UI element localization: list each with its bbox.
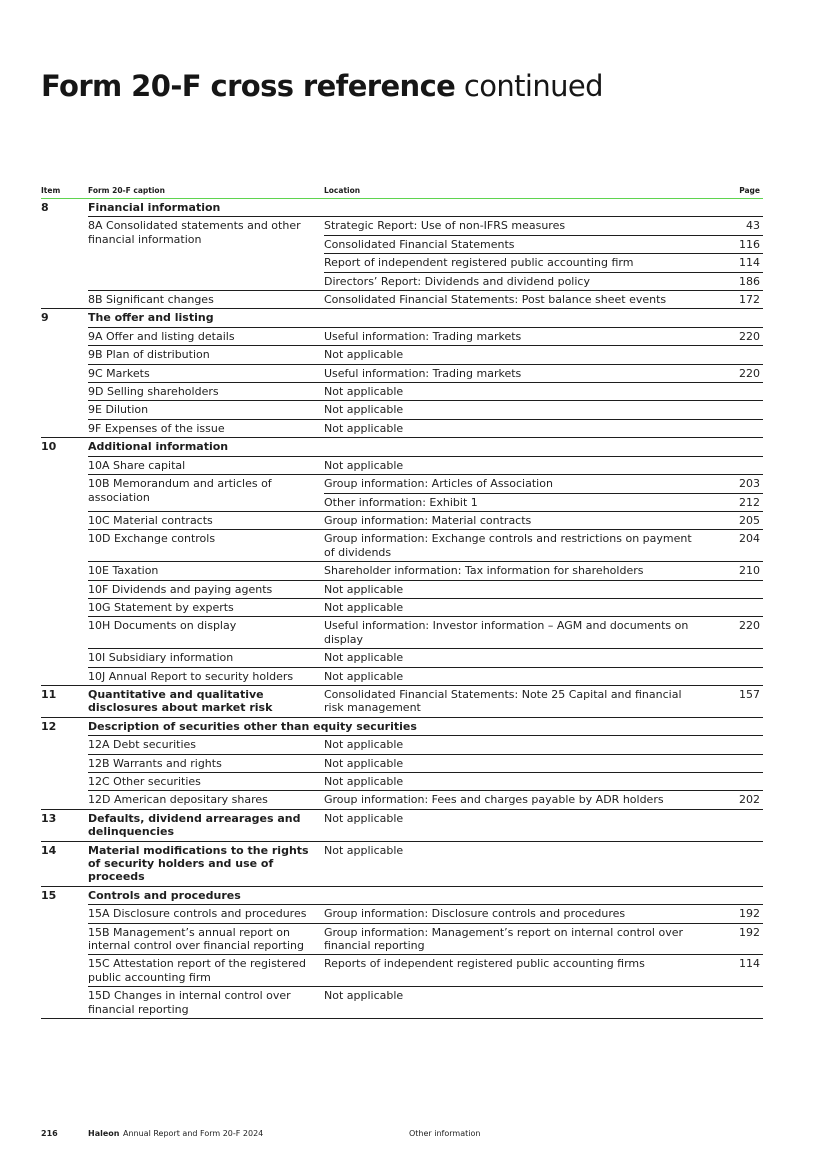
page-cell: 116 [696, 235, 763, 253]
page-cell [696, 667, 763, 685]
location-cell: Shareholder information: Tax information for shareholders [324, 562, 696, 580]
table-header [41, 186, 763, 199]
header-page: Page [696, 186, 763, 199]
location-cell-empty [324, 886, 696, 904]
page-cell: 220 [696, 327, 763, 345]
section-title: Quantitative and qualitative disclosures about market risk [88, 685, 324, 717]
section-item-number: 12 [41, 717, 88, 809]
location-cell: Not applicable [324, 841, 696, 886]
footer-brand: Haleon [88, 1129, 120, 1138]
page-cell: 186 [696, 272, 763, 290]
location-cell: Report of independent registered public accounting firm [324, 254, 696, 272]
section-title: The offer and listing [88, 309, 324, 327]
table-row [41, 791, 763, 809]
caption-cell: 10C Material contracts [88, 511, 324, 529]
page-cell: 203 [696, 475, 763, 493]
table-row [41, 667, 763, 685]
table-row [41, 217, 763, 235]
location-cell: Not applicable [324, 667, 696, 685]
caption-cell: 12C Other securities [88, 773, 324, 791]
table-row [41, 955, 763, 987]
location-cell: Not applicable [324, 736, 696, 754]
table-body [41, 199, 763, 1019]
location-cell: Not applicable [324, 346, 696, 364]
table-row [41, 923, 763, 955]
caption-cell: 12B Warrants and rights [88, 754, 324, 772]
table-row [41, 401, 763, 419]
page-cell [696, 456, 763, 474]
page-cell [696, 754, 763, 772]
page-cell [696, 987, 763, 1019]
page-title [41, 68, 603, 104]
location-cell: Not applicable [324, 598, 696, 616]
page-cell: 212 [696, 493, 763, 511]
section-item-number: 13 [41, 809, 88, 841]
page-cell [696, 841, 763, 886]
page-cell-empty [696, 199, 763, 217]
table-row [41, 346, 763, 364]
page-cell [696, 419, 763, 437]
section-row [41, 685, 763, 717]
caption-cell: 10E Taxation [88, 562, 324, 580]
page-title-continued: continued [463, 69, 603, 103]
page-cell [696, 580, 763, 598]
page-cell: 192 [696, 905, 763, 923]
caption-cell: 10J Annual Report to security holders [88, 667, 324, 685]
caption-cell: 15D Changes in internal control over financial reporting [88, 987, 324, 1019]
location-cell: Not applicable [324, 580, 696, 598]
caption-cell: 8B Significant changes [88, 291, 324, 309]
table-row [41, 754, 763, 772]
location-cell: Group information: Material contracts [324, 511, 696, 529]
location-cell: Useful information: Trading markets [324, 327, 696, 345]
caption-cell: 8A Consolidated statements and other financial information [88, 217, 324, 291]
section-item-number: 14 [41, 841, 88, 886]
section-item-number: 15 [41, 886, 88, 1018]
section-title: Additional information [88, 438, 324, 456]
section-row [41, 809, 763, 841]
location-cell: Other information: Exhibit 1 [324, 493, 696, 511]
location-cell: Group information: Management’s report on internal control over financial reporting [324, 923, 696, 955]
page-cell: 202 [696, 791, 763, 809]
page-cell [696, 346, 763, 364]
location-cell: Not applicable [324, 987, 696, 1019]
location-cell: Consolidated Financial Statements [324, 235, 696, 253]
section-row [41, 438, 763, 456]
caption-cell: 10F Dividends and paying agents [88, 580, 324, 598]
caption-cell: 9A Offer and listing details [88, 327, 324, 345]
page-cell [696, 401, 763, 419]
table-row [41, 530, 763, 562]
table-row [41, 383, 763, 401]
caption-cell: 15A Disclosure controls and procedures [88, 905, 324, 923]
page-cell: 114 [696, 955, 763, 987]
page-title-bold: Form 20-F cross reference [41, 69, 456, 103]
page-cell: 204 [696, 530, 763, 562]
page-cell: 43 [696, 217, 763, 235]
page-cell [696, 598, 763, 616]
caption-cell: 15C Attestation report of the registered public accounting firm [88, 955, 324, 987]
location-cell-empty [324, 438, 696, 456]
page-cell: 220 [696, 364, 763, 382]
footer-section: Other information [409, 1129, 481, 1138]
location-cell: Useful information: Trading markets [324, 364, 696, 382]
section-title: Description of securities other than equity securities [88, 717, 763, 735]
caption-cell: 10G Statement by experts [88, 598, 324, 616]
caption-cell: 15B Management’s annual report on internal control over financial reporting [88, 923, 324, 955]
location-cell: Not applicable [324, 773, 696, 791]
location-cell: Useful information: Investor information – AGM and documents on display [324, 617, 696, 649]
table-row [41, 511, 763, 529]
location-cell: Consolidated Financial Statements: Post balance sheet events [324, 291, 696, 309]
location-cell: Consolidated Financial Statements: Note 25 Capital and financial risk management [324, 685, 696, 717]
location-cell-empty [324, 309, 696, 327]
section-row [41, 309, 763, 327]
header-caption: Form 20-F caption [88, 186, 324, 199]
table-row [41, 773, 763, 791]
table-row [41, 327, 763, 345]
header-item: Item [41, 186, 88, 199]
page-cell: 205 [696, 511, 763, 529]
table-row [41, 736, 763, 754]
caption-cell: 9D Selling shareholders [88, 383, 324, 401]
page-cell: 210 [696, 562, 763, 580]
caption-cell: 10H Documents on display [88, 617, 324, 649]
table-row [41, 456, 763, 474]
page-cell: 114 [696, 254, 763, 272]
location-cell: Not applicable [324, 401, 696, 419]
section-item-number: 9 [41, 309, 88, 438]
table-row [41, 475, 763, 493]
location-cell: Not applicable [324, 456, 696, 474]
table-row [41, 987, 763, 1019]
section-title: Financial information [88, 199, 324, 217]
section-row [41, 717, 763, 735]
section-item-number: 11 [41, 685, 88, 717]
location-cell-empty [324, 199, 696, 217]
caption-cell: 9E Dilution [88, 401, 324, 419]
location-cell: Not applicable [324, 809, 696, 841]
table-row [41, 364, 763, 382]
location-cell: Reports of independent registered public accounting firms [324, 955, 696, 987]
caption-cell: 12A Debt securities [88, 736, 324, 754]
page-cell: 192 [696, 923, 763, 955]
section-item-number: 8 [41, 199, 88, 309]
section-row [41, 886, 763, 904]
footer-page-number: 216 [41, 1129, 58, 1138]
caption-cell: 9B Plan of distribution [88, 346, 324, 364]
table-row [41, 562, 763, 580]
caption-cell: 9F Expenses of the issue [88, 419, 324, 437]
page-cell [696, 809, 763, 841]
page-cell: 157 [696, 685, 763, 717]
page-cell [696, 736, 763, 754]
section-title: Defaults, dividend arrearages and delinquencies [88, 809, 324, 841]
location-cell: Not applicable [324, 383, 696, 401]
table-row [41, 617, 763, 649]
page-cell: 220 [696, 617, 763, 649]
footer-report-title: Annual Report and Form 20-F 2024 [123, 1129, 264, 1138]
section-title: Material modifications to the rights of security holders and use of proceeds [88, 841, 324, 886]
location-cell: Group information: Exchange controls and restrictions on payment of dividends [324, 530, 696, 562]
caption-cell: 10I Subsidiary information [88, 649, 324, 667]
location-cell: Directors’ Report: Dividends and dividend policy [324, 272, 696, 290]
page-cell-empty [696, 438, 763, 456]
table-row [41, 580, 763, 598]
table-row [41, 291, 763, 309]
page-cell-empty [696, 886, 763, 904]
location-cell: Group information: Disclosure controls and procedures [324, 905, 696, 923]
page-cell: 172 [696, 291, 763, 309]
cross-reference-table [41, 186, 763, 1019]
location-cell: Group information: Fees and charges payable by ADR holders [324, 791, 696, 809]
section-row [41, 841, 763, 886]
caption-cell: 10B Memorandum and articles of association [88, 475, 324, 512]
page-cell [696, 383, 763, 401]
page-cell [696, 773, 763, 791]
page-cell [696, 649, 763, 667]
location-cell: Not applicable [324, 419, 696, 437]
table-row [41, 419, 763, 437]
table-row [41, 905, 763, 923]
caption-cell: 12D American depositary shares [88, 791, 324, 809]
location-cell: Not applicable [324, 754, 696, 772]
caption-cell: 9C Markets [88, 364, 324, 382]
caption-cell: 10A Share capital [88, 456, 324, 474]
header-location: Location [324, 186, 696, 199]
caption-cell: 10D Exchange controls [88, 530, 324, 562]
section-title: Controls and procedures [88, 886, 324, 904]
location-cell: Group information: Articles of Association [324, 475, 696, 493]
section-row [41, 199, 763, 217]
table-row [41, 649, 763, 667]
location-cell: Not applicable [324, 649, 696, 667]
section-item-number: 10 [41, 438, 88, 686]
table-header-row [41, 186, 763, 199]
table-row [41, 598, 763, 616]
location-cell: Strategic Report: Use of non-IFRS measures [324, 217, 696, 235]
cross-reference-table-container [41, 186, 763, 1019]
page-cell-empty [696, 309, 763, 327]
